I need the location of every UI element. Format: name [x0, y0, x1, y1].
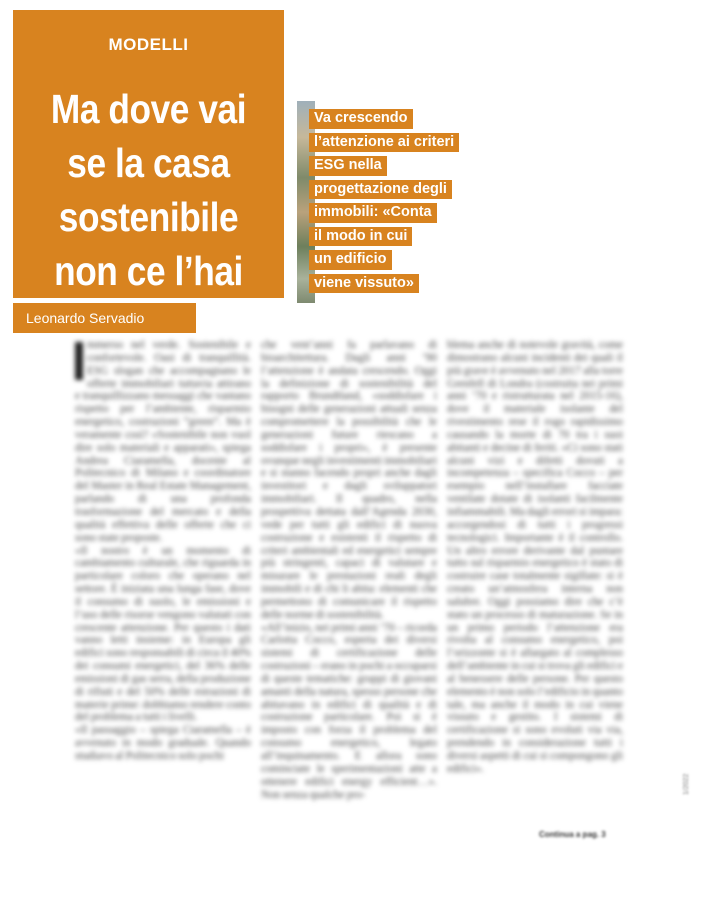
paragraph: che vent’anni fa parlavano di bioarchitettura. Dagli anni ’90 l’attenzione è andata crescendo. Oggi la definizione di sostenibilità del rapporto Brundtland, «soddisfare i bisogni delle generazioni attuali senza compromettere la possibilità che le generazioni future riescano a soddisfare i propri», è presente ovunque negli investimenti immobiliari e si stanno facendo propri anche dagli investitori e dagli sviluppatori immobiliari. Il quadro, nella prospettiva dettata dall’Agenda 2030, vede per tutti gli edifici di nuova costruzione e esistenti il rispetto di criteri ambientali ed energetici sempre più stringenti, capaci di valutare e misurare le prestazioni reali degli immobili e di chi li abita: elementi che permettono di comunicare il rispetto delle norme di sostenibilità.: [261, 339, 437, 621]
headline-line: non ce l’hai: [54, 248, 243, 294]
deck: [309, 109, 459, 297]
drop-cap: [75, 342, 83, 380]
deck-line: viene vissuto»: [309, 274, 419, 294]
continue-note: Continua a pag. 3: [539, 830, 606, 839]
article-column-2: [261, 339, 437, 801]
section-label: MODELLI: [108, 35, 189, 54]
author-byline: Leonardo Servadio: [13, 303, 196, 333]
headline-line: sostenibile: [58, 194, 239, 240]
paragraph: «Il passaggio – spiega Ciaramella – è avvenuto in modo graduale. Quando studiavo al Politecnico solo pochi: [75, 724, 251, 762]
deck-line: l’attenzione ai criteri: [309, 133, 459, 153]
headline: [37, 82, 260, 298]
side-mark: 1/2022: [683, 773, 690, 795]
article-column-1: [75, 339, 251, 763]
paragraph: mmerso nel verde. Sostenibile e confortevole. Oasi di tranquillità. ESG slogan che accompagnano le offerte immobiliari tuttavia attirano e tranquillizzano messaggi che vantano rispetto per l’ambiente, risparmio energetico, costruzioni “green”. Ma è veramente così? «Sostenibile non vuol dire solo materiali e apparati», spiega Andrea Ciaramella, docente al Politecnico di Milano e coordinatore del Master in Real Estate Management, parlando di una profonda trasformazione del mercato e della qualità effettiva delle offerte che ci sono state proposte.: [75, 339, 251, 544]
deck-line: il modo in cui: [309, 227, 412, 247]
title-box: [13, 10, 284, 298]
deck-line: immobili: «Conta: [309, 203, 437, 223]
paragraph: blema anche di notevole gravità, come dimostrano alcuni incidenti dei quali il più grave è avvenuto nel 2017 alla torre Grenfell di Londra (costruita nei primi anni ’70 e ristrutturata nel 2015-16), dove il materiale isolante del rivestimento rese il rogo rapidissimo causando la morte di 70 tra i suoi abitanti e decine di feriti. «Ci sono stati alcuni vizi e difetti dovuti a incompetenza – specifica Cocco – per esempio nell’installare facciate ventilate dotate di isolanti facilmente infiammabili. Ma dagli errori si impara: accorgendosi di tutti i progressi tecnologici. Importante è il controllo. Un altro errore derivante dal puntare tutto sul risparmio energetico è stato di costruire case totalmente sigillate: si è creato un’atmosfera interna non salubre. Oggi possiamo dire che c’è stato un processo di maturazione. Se in un primo periodo l’attenzione era rivolta al consumo energetico, poi l’orizzonte si è allargato al complesso dell’ambiente in cui si trova gli edifici e al benessere delle persone. Per questo elemento è non solo l’edificio in quanto tale, ma anche il modo in cui viene vissuto e gestito. I sistemi di certificazione si sono evoluti via via, prendendo in considerazione tutti i diversi aspetti di cui si compongono gli edifici».: [447, 339, 623, 775]
headline-line: se la casa: [67, 140, 230, 186]
deck-line: progettazione degli: [309, 180, 452, 200]
paragraph: «All’inizio, nei primi anni ’70 – ricorda Carlotta Cocco, esperta dei diversi sistemi di certificazione delle costruzioni – erano in pochi a occuparsi di queste tematiche: gruppi di giovani amanti della natura, spesso persone che abitavano in edifici di qualità e di costruzione particolare. Poi si è imposto con forza il problema del consumo energetico, legato all’inquinamento. E allora sono cominciate le sperimentazioni atte a ottenere edifici energy efficient…». Non senza qualche pro-: [261, 621, 437, 801]
deck-line: un edificio: [309, 250, 392, 270]
headline-line: Ma dove vai: [50, 86, 247, 132]
deck-line: ESG nella: [309, 156, 387, 176]
paragraph: «Il nostro è un momento di cambiamento culturale, che riguarda in particolare coloro che operano nel settore. È iniziata una lunga fase, dove il consumo di suolo, le emissioni e l’uso delle risorse vengono valutati con crescente attenzione. Per questo i dati vanno letti insieme: in Europa gli edifici sono responsabili di circa il 40% dei consumi energetici, del 36% delle emissioni di gas serra, della produzione di rifiuti e del 50% delle estrazioni di materie prime: dobbiamo rendere conto del problema a tutti i livelli.: [75, 544, 251, 724]
deck-line: Va crescendo: [309, 109, 413, 129]
article-column-3: [447, 339, 623, 776]
